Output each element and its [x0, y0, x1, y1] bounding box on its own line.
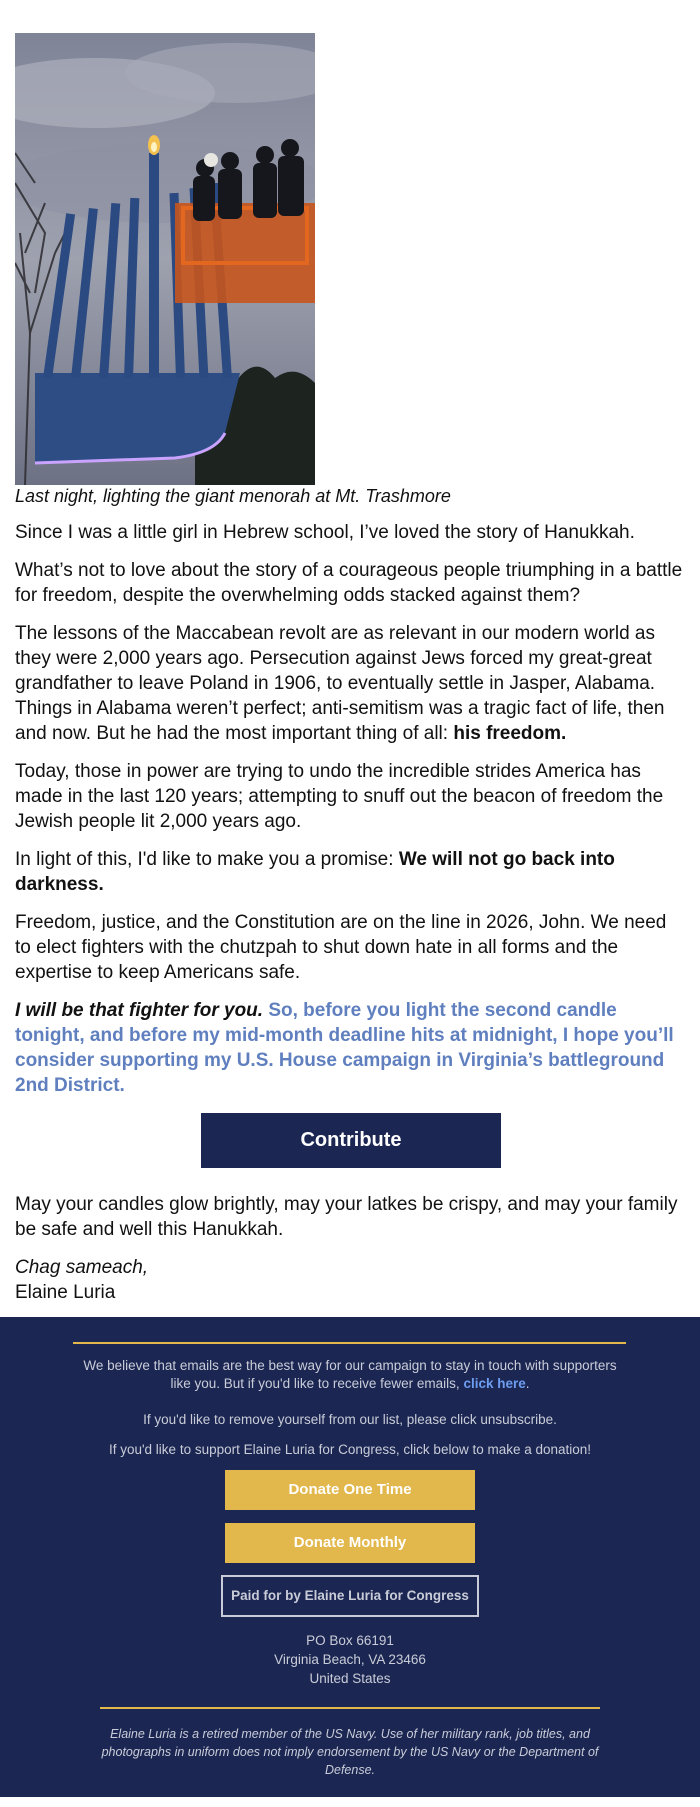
- contribute-row: [15, 1113, 687, 1168]
- signoff: [15, 1255, 687, 1305]
- menorah-photo: [15, 33, 315, 485]
- paid-for-box: Paid for by Elaine Luria for Congress: [221, 1575, 479, 1617]
- paragraph-1: Since I was a little girl in Hebrew school, I’ve loved the story of Hanukkah.: [15, 522, 635, 543]
- paragraph-2: What’s not to love about the story of a courageous people triumphing in a battle for freedom, despite the overwhelming odds stacked against them?: [15, 560, 683, 606]
- photo-caption: Last night, lighting the giant menorah at Mt. Trashmore: [15, 486, 451, 506]
- paragraph-4: Today, those in power are trying to undo the incredible strides America has made in the last 120 years; attempting to snuff out the beacon of freedom the Jewish people lit 2,000 years ago.: [15, 761, 664, 832]
- paragraph-3: [15, 621, 687, 746]
- paragraph-7: [15, 998, 687, 1098]
- paragraph-3-text: The lessons of the Maccabean revolt are as relevant in our modern world as they were 2,000 years ago. Persecution against Jews forced my great-great grandfather to leave Poland in 1906, to eventually settle in Jasper, Alabama. Things in Alabama weren’t perfect; anti-semitism was a tragic fact of life, then and now. But he had the most important thing of all:: [15, 623, 665, 744]
- mailing-address: [0, 1631, 700, 1688]
- support-text: If you'd like to support Elaine Luria for Congress, click below to make a donation!: [108, 1442, 592, 1457]
- address-line-1: PO Box 66191: [306, 1633, 394, 1648]
- closing-paragraph: May your candles glow brightly, may your latkes be crispy, and may your family be safe and well this Hanukkah.: [15, 1194, 678, 1240]
- footer: [0, 1317, 700, 1797]
- emails-preference-text: [0, 1357, 700, 1393]
- paragraph-3-bold: his freedom.: [453, 723, 567, 744]
- contribute-button[interactable]: Contribute: [201, 1113, 501, 1168]
- donate-appeal-link[interactable]: So, before you light the second candle tonight, and before my mid-month deadline hits at midnight, I hope you’ll consider supporting my U.S. House campaign in Virginia’s battleground 2nd District.: [15, 1000, 674, 1096]
- signoff-name: Elaine Luria: [15, 1282, 116, 1303]
- paragraph-7-italic: I will be that fighter for you.: [15, 1000, 264, 1021]
- footer-top-divider: [73, 1342, 626, 1344]
- email-body: [15, 520, 687, 1305]
- donate-monthly-button[interactable]: Donate Monthly: [225, 1523, 475, 1563]
- paragraph-5-bold: We will not go back into darkness.: [15, 849, 615, 895]
- paragraph-5: [15, 847, 687, 897]
- donate-one-time-button[interactable]: Donate One Time: [225, 1470, 475, 1510]
- footer-bottom-divider: [100, 1707, 600, 1709]
- emails-period: .: [525, 1376, 530, 1391]
- address-line-3: United States: [309, 1671, 391, 1686]
- paragraph-6: Freedom, justice, and the Constitution are on the line in 2026, John. We need to elect fighters with the chutzpah to shut down hate in all forms and the expertise to keep Americans safe.: [15, 912, 667, 983]
- unsubscribe-text[interactable]: If you'd like to remove yourself from our list, please click unsubscribe.: [143, 1412, 557, 1427]
- signoff-greeting: Chag sameach,: [15, 1257, 149, 1278]
- address-line-2: Virginia Beach, VA 23466: [274, 1652, 426, 1667]
- paragraph-5-text: In light of this, I'd like to make you a promise:: [15, 849, 394, 870]
- fewer-emails-link[interactable]: click here: [463, 1376, 526, 1391]
- emails-preference-copy: We believe that emails are the best way for our campaign to stay in touch with supporters like you. But if you'd like to receive fewer emails,: [83, 1358, 617, 1391]
- menorah-photo-icon: [15, 33, 315, 485]
- navy-disclaimer: Elaine Luria is a retired member of the US Navy. Use of her military rank, job titles, and photographs in uniform does not imply endorsement by the US Navy or the Department of Defense.: [101, 1727, 599, 1777]
